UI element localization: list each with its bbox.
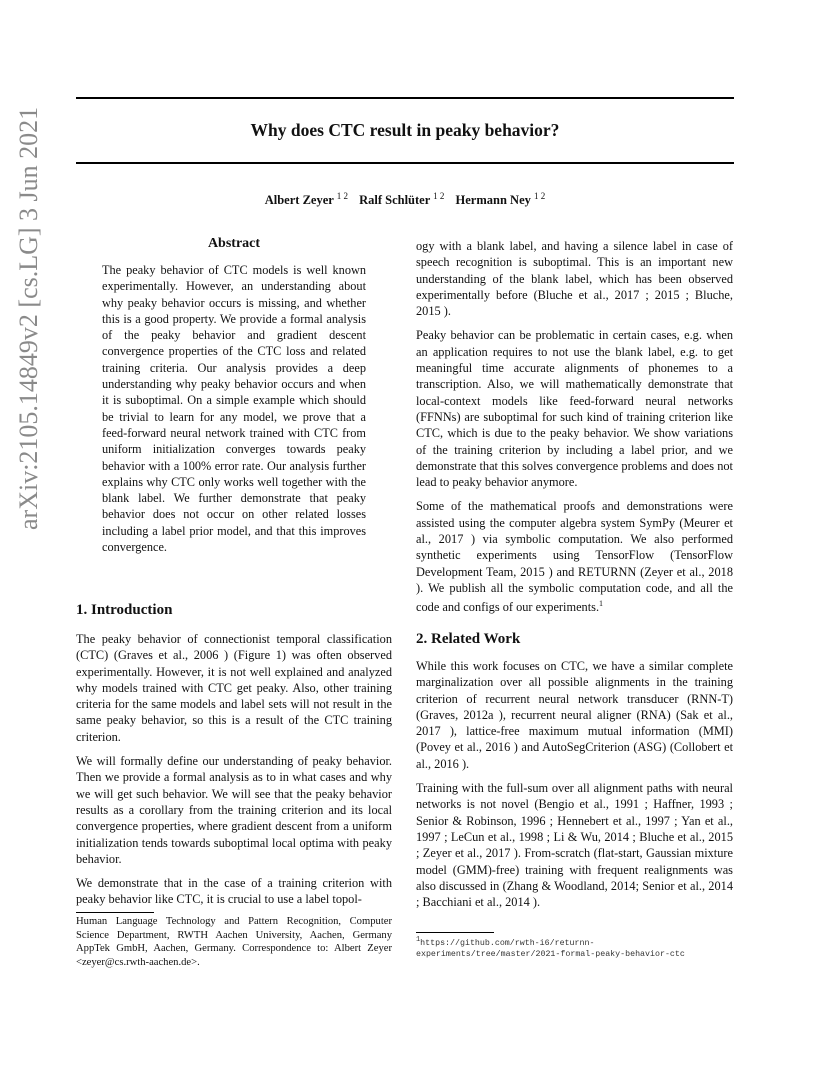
paragraph: The peaky behavior of connectionist temporal classification (CTC) (Graves et al., 2006 ) (Figure 1) was often observed experimentally. However, it is not well explained and analyzed why models trained with CTC get peaky. Also, other training criteria for the same models and label sets will not result in the same peaky behavior, so this is a result of the CTC training criterion. <box>76 632 392 744</box>
footnote-rule <box>416 932 494 933</box>
paper-title: Why does CTC result in peaky behavior? <box>250 120 560 140</box>
footnote-number: 1 <box>416 936 421 944</box>
paragraph: Training with the full-sum over all alignment paths with neural networks is not novel (Bengio et al., 1991 ; Haffner, 1993 ; Senior & Robinson, 1996 ; Hennebert et al., 1997 ; Yan et al., 1997 ; LeCun et al., 1998 ; Li & Wu, 2014 ; Bluche et al., 2015 ; Zeyer et al., 2017 ). From-scratch (flat-start, Gaussian mixture model (GMM)-free) training with frequent realignments was also discussed in (Zhang & Woodland, 2014; Senior et al., 2014 ; Bacchiani et al., 2014 ). <box>416 781 733 910</box>
paragraph-text: Some of the mathematical proofs and demonstrations were assisted using the computer algebra system SymPy (Meurer et al., 2017 ) via symbolic computation. We also performed synthetic experiments using TensorFlow (TensorFlow Development Team, 2015 ) and RETURNN (Zeyer et al., 2018 ). We publish all the symbolic computation code, and all the code and configs of our experiments. <box>416 499 733 615</box>
paragraph: We will formally define our understanding of peaky behavior. Then we provide a formal analysis as to in what cases and why we will get such behavior. We will see that the peaky behavior results as a corollary from the training criterion and its local convergence properties, where gradient descent from a uniform initialization tends towards suboptimal local optima with peaky behavior. <box>76 754 392 866</box>
affiliation-footnote: Human Language Technology and Pattern Recognition, Computer Science Department, RWTH Aachen University, Aachen, Germany AppTek GmbH, Aachen, Germany. Correspondence to: Albert Zeyer <zeyer@cs.rwth-aachen.de>. <box>76 916 392 968</box>
paragraph: ogy with a blank label, and having a silence label in case of speech recognition is suboptimal. This is an important new understanding of the blank label, which has been observed experimentally before (Bluche et al., 2017 ; 2015 ; Bluche, 2015 ). <box>416 239 733 319</box>
abstract-heading: Abstract <box>207 236 261 251</box>
author-list <box>76 191 734 208</box>
paragraph: While this work focuses on CTC, we have a similar complete marginalization over all possible alignments in the training criterion of recurrent neural network transducer (RNN-T) (Graves, 2012a ), recurrent neural aligner (RNA) (Sak et al., 2017 ), lattice-free maximum mutual information (MMI) (Povey et al., 2016 ) and AutoSegCriterion (ASG) (Collobert et al., 2016 ). <box>416 659 733 771</box>
arxiv-identifier: arXiv:2105.14849v2 [cs.LG] 3 Jun 2021 <box>14 106 43 530</box>
author-name: Albert Zeyer <box>264 193 334 208</box>
introduction-body-right <box>416 238 733 624</box>
section-heading-related-work: 2. Related Work <box>416 631 521 647</box>
section-heading-introduction: 1. Introduction <box>76 602 173 618</box>
affiliation-mark: 1 2 <box>336 191 348 201</box>
footnote-mark: 1 <box>599 599 604 609</box>
introduction-body-left <box>76 631 392 916</box>
paragraph: We demonstrate that in the case of a training criterion with peaky behavior like CTC, it is crucial to use a label topol- <box>76 876 392 907</box>
footnote-url[interactable]: https://github.com/rwth-i6/returnn-experiments/tree/master/2021-formal-peaky-behavior-ctc <box>416 938 685 959</box>
author-name: Hermann Ney <box>455 193 531 208</box>
abstract-paragraph: The peaky behavior of CTC models is well known experimentally. However, an understanding about why peaky behavior occurs is missing, and whether this is a good property. We provide a formal analysis of the peaky behavior and gradient descent convergence properties of the CTC loss and related training criteria. Our analysis provides a deep understanding why peaky behavior occurs and when it is suboptimal. On a simple example which should be trivial to learn for any model, we prove that a feed-forward neural network trained with CTC from uniform initialization converges towards peaky behavior with a 100% error rate. Our analysis further explains why CTC only works well together with the blank label. We further demonstrate that peaky behavior does not occur on other related losses including a label prior model, and that this improves convergence. <box>102 263 366 555</box>
top-rule <box>76 97 734 99</box>
paragraph <box>416 498 733 615</box>
author-name: Ralf Schlüter <box>359 193 431 208</box>
affiliation-mark: 1 2 <box>534 191 546 201</box>
footnote-rule <box>76 912 154 913</box>
paragraph: Peaky behavior can be problematic in certain cases, e.g. when an application requires to not use the blank label, e.g. to get meaningful time accurate alignments of phonemes to a transcription. Also, we will mathematically demonstrate that local-context models like feed-forward neural networks (FFNNs) are suboptimal for such kind of training criterion like CTC, which is due to the peaky behavior. We show variations of the training criterion by including a label prior, and we demonstrate that this solves convergence problems and does not lead to peaky behavior anymore. <box>416 328 733 490</box>
title-rule <box>76 162 734 164</box>
affiliation-mark: 1 2 <box>433 191 445 201</box>
abstract-text <box>102 262 366 563</box>
related-work-body <box>416 658 733 918</box>
url-footnote <box>416 935 733 960</box>
